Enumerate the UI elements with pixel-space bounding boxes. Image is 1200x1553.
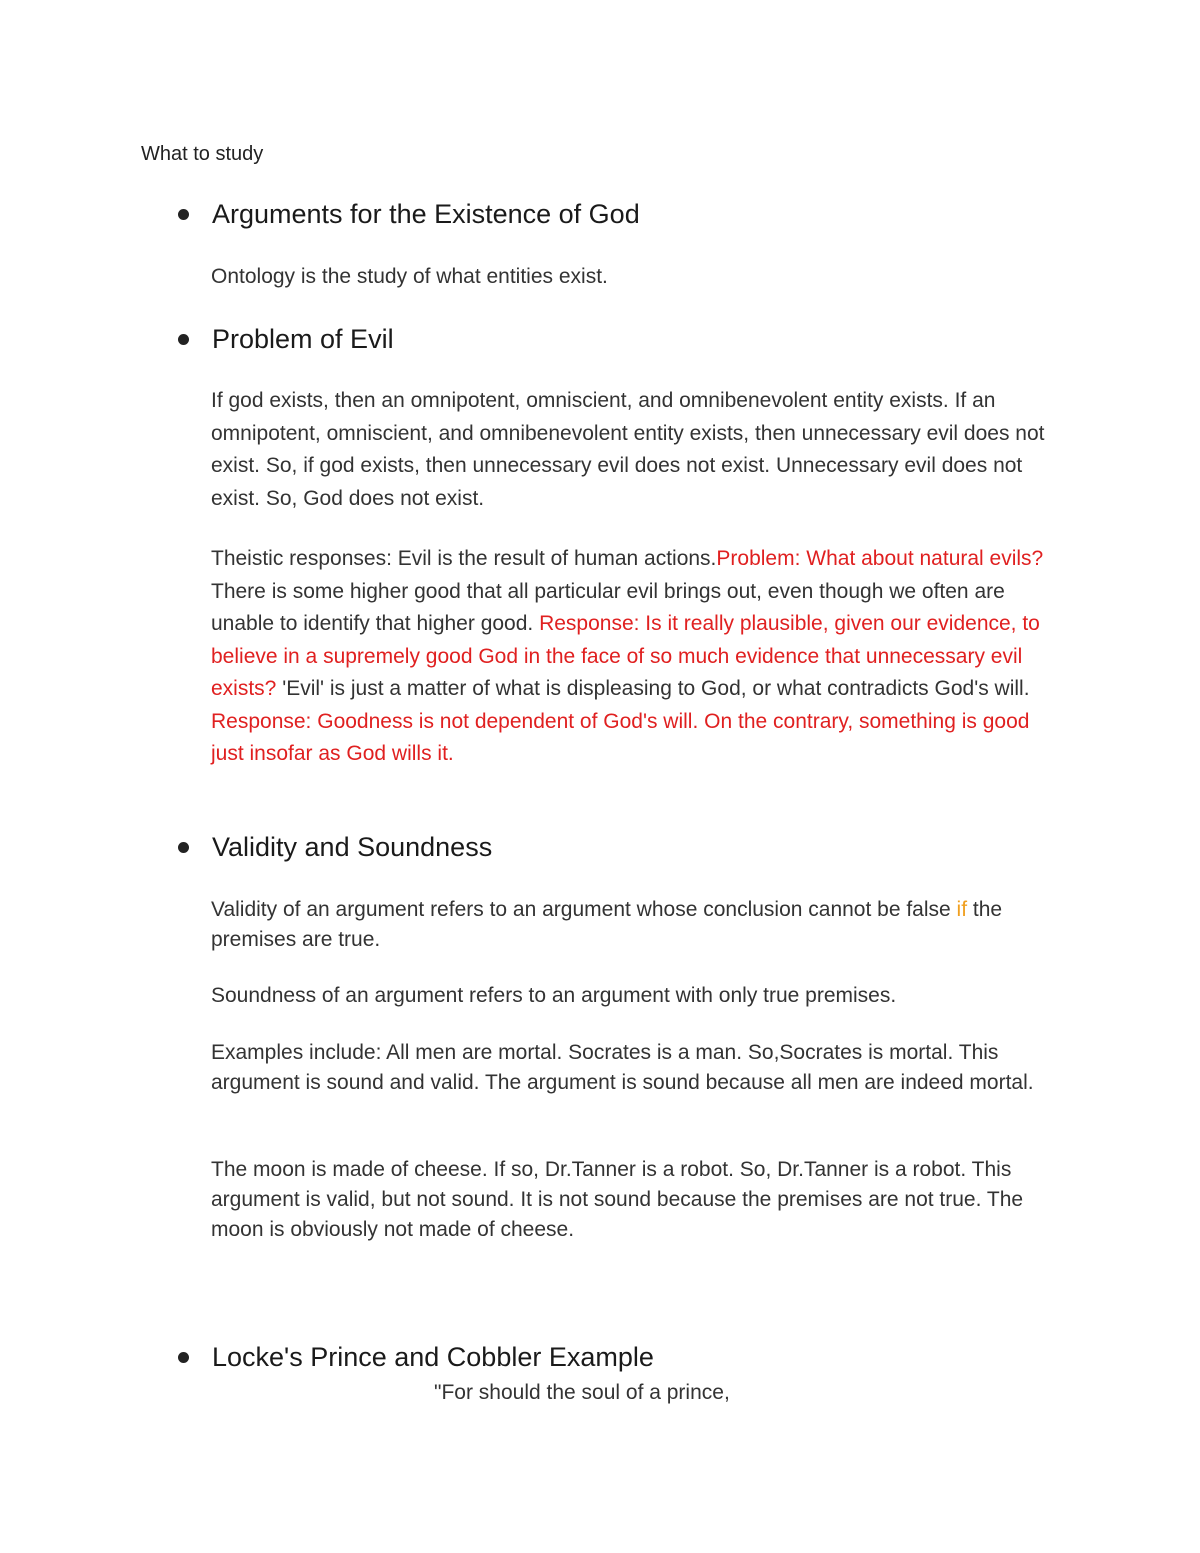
- ontology-definition: Ontology is the study of what entities exist.: [211, 265, 608, 288]
- section-validity-soundness: [178, 830, 492, 864]
- bullet-icon: [178, 1352, 189, 1363]
- problem-of-evil-argument: If god exists, then an omnipotent, omniscient, and omnibenevolent entity exists. If an omnipotent, omniscient, and omnibenevolent entity exists, then unnecessary evil does not exist. So, if god exists, then unnecessary evil does not exist. Unnecessary evil does not exist. So, God does not exist.: [211, 389, 1045, 510]
- validity-text: Validity of an argument refers to an argument whose conclusion cannot be false: [211, 898, 957, 921]
- section-heading: Problem of Evil: [212, 324, 394, 354]
- bullet-icon: [178, 842, 189, 853]
- validity-text: the premises are true.: [211, 898, 1003, 951]
- document-title: What to study: [141, 143, 264, 165]
- section-heading: Locke's Prince and Cobbler Example: [212, 1342, 654, 1372]
- soundness-definition: Soundness of an argument refers to an argument with only true premises.: [211, 984, 897, 1007]
- section-arguments-existence-god: [178, 197, 640, 231]
- response-text: Theistic responses: Evil is the result of human actions.: [211, 547, 717, 570]
- objection-text: Response: Goodness is not dependent of God's will. On the contrary, something is good just insofar as God wills it.: [211, 709, 1030, 765]
- validity-definition: [211, 895, 1063, 955]
- example-valid-not-sound: The moon is made of cheese. If so, Dr.Tanner is a robot. So, Dr.Tanner is a robot. This argument is valid, but not sound. It is not sound because the premises are not true. The moon is obviously not made of cheese.: [211, 1158, 1024, 1241]
- bullet-icon: [178, 209, 189, 220]
- bullet-icon: [178, 334, 189, 345]
- section-problem-of-evil: [178, 322, 394, 356]
- theistic-responses: [211, 543, 1063, 771]
- objection-text: Response: Is it really plausible, given our evidence, to believe in a supremely good God in the face of so much evidence that unnecessary evil exists?: [211, 612, 1040, 700]
- example-sound-valid: Examples include: All men are mortal. Socrates is a man. So,Socrates is mortal. This argument is sound and valid. The argument is sound because all men are indeed mortal.: [211, 1041, 1034, 1094]
- validity-highlight: if: [956, 898, 968, 921]
- section-heading: Arguments for the Existence of God: [212, 199, 640, 229]
- section-locke-prince-cobbler: [178, 1340, 654, 1374]
- locke-quote: "For should the soul of a prince,: [434, 1381, 730, 1404]
- response-text: There is some higher good that all particular evil brings out, even though we often are unable to identify that higher good.: [211, 579, 1005, 635]
- objection-text: Problem: What about natural evils?: [716, 547, 1044, 570]
- response-text: 'Evil' is just a matter of what is displeasing to God, or what contradicts God's will.: [276, 677, 1030, 700]
- section-heading: Validity and Soundness: [212, 832, 493, 862]
